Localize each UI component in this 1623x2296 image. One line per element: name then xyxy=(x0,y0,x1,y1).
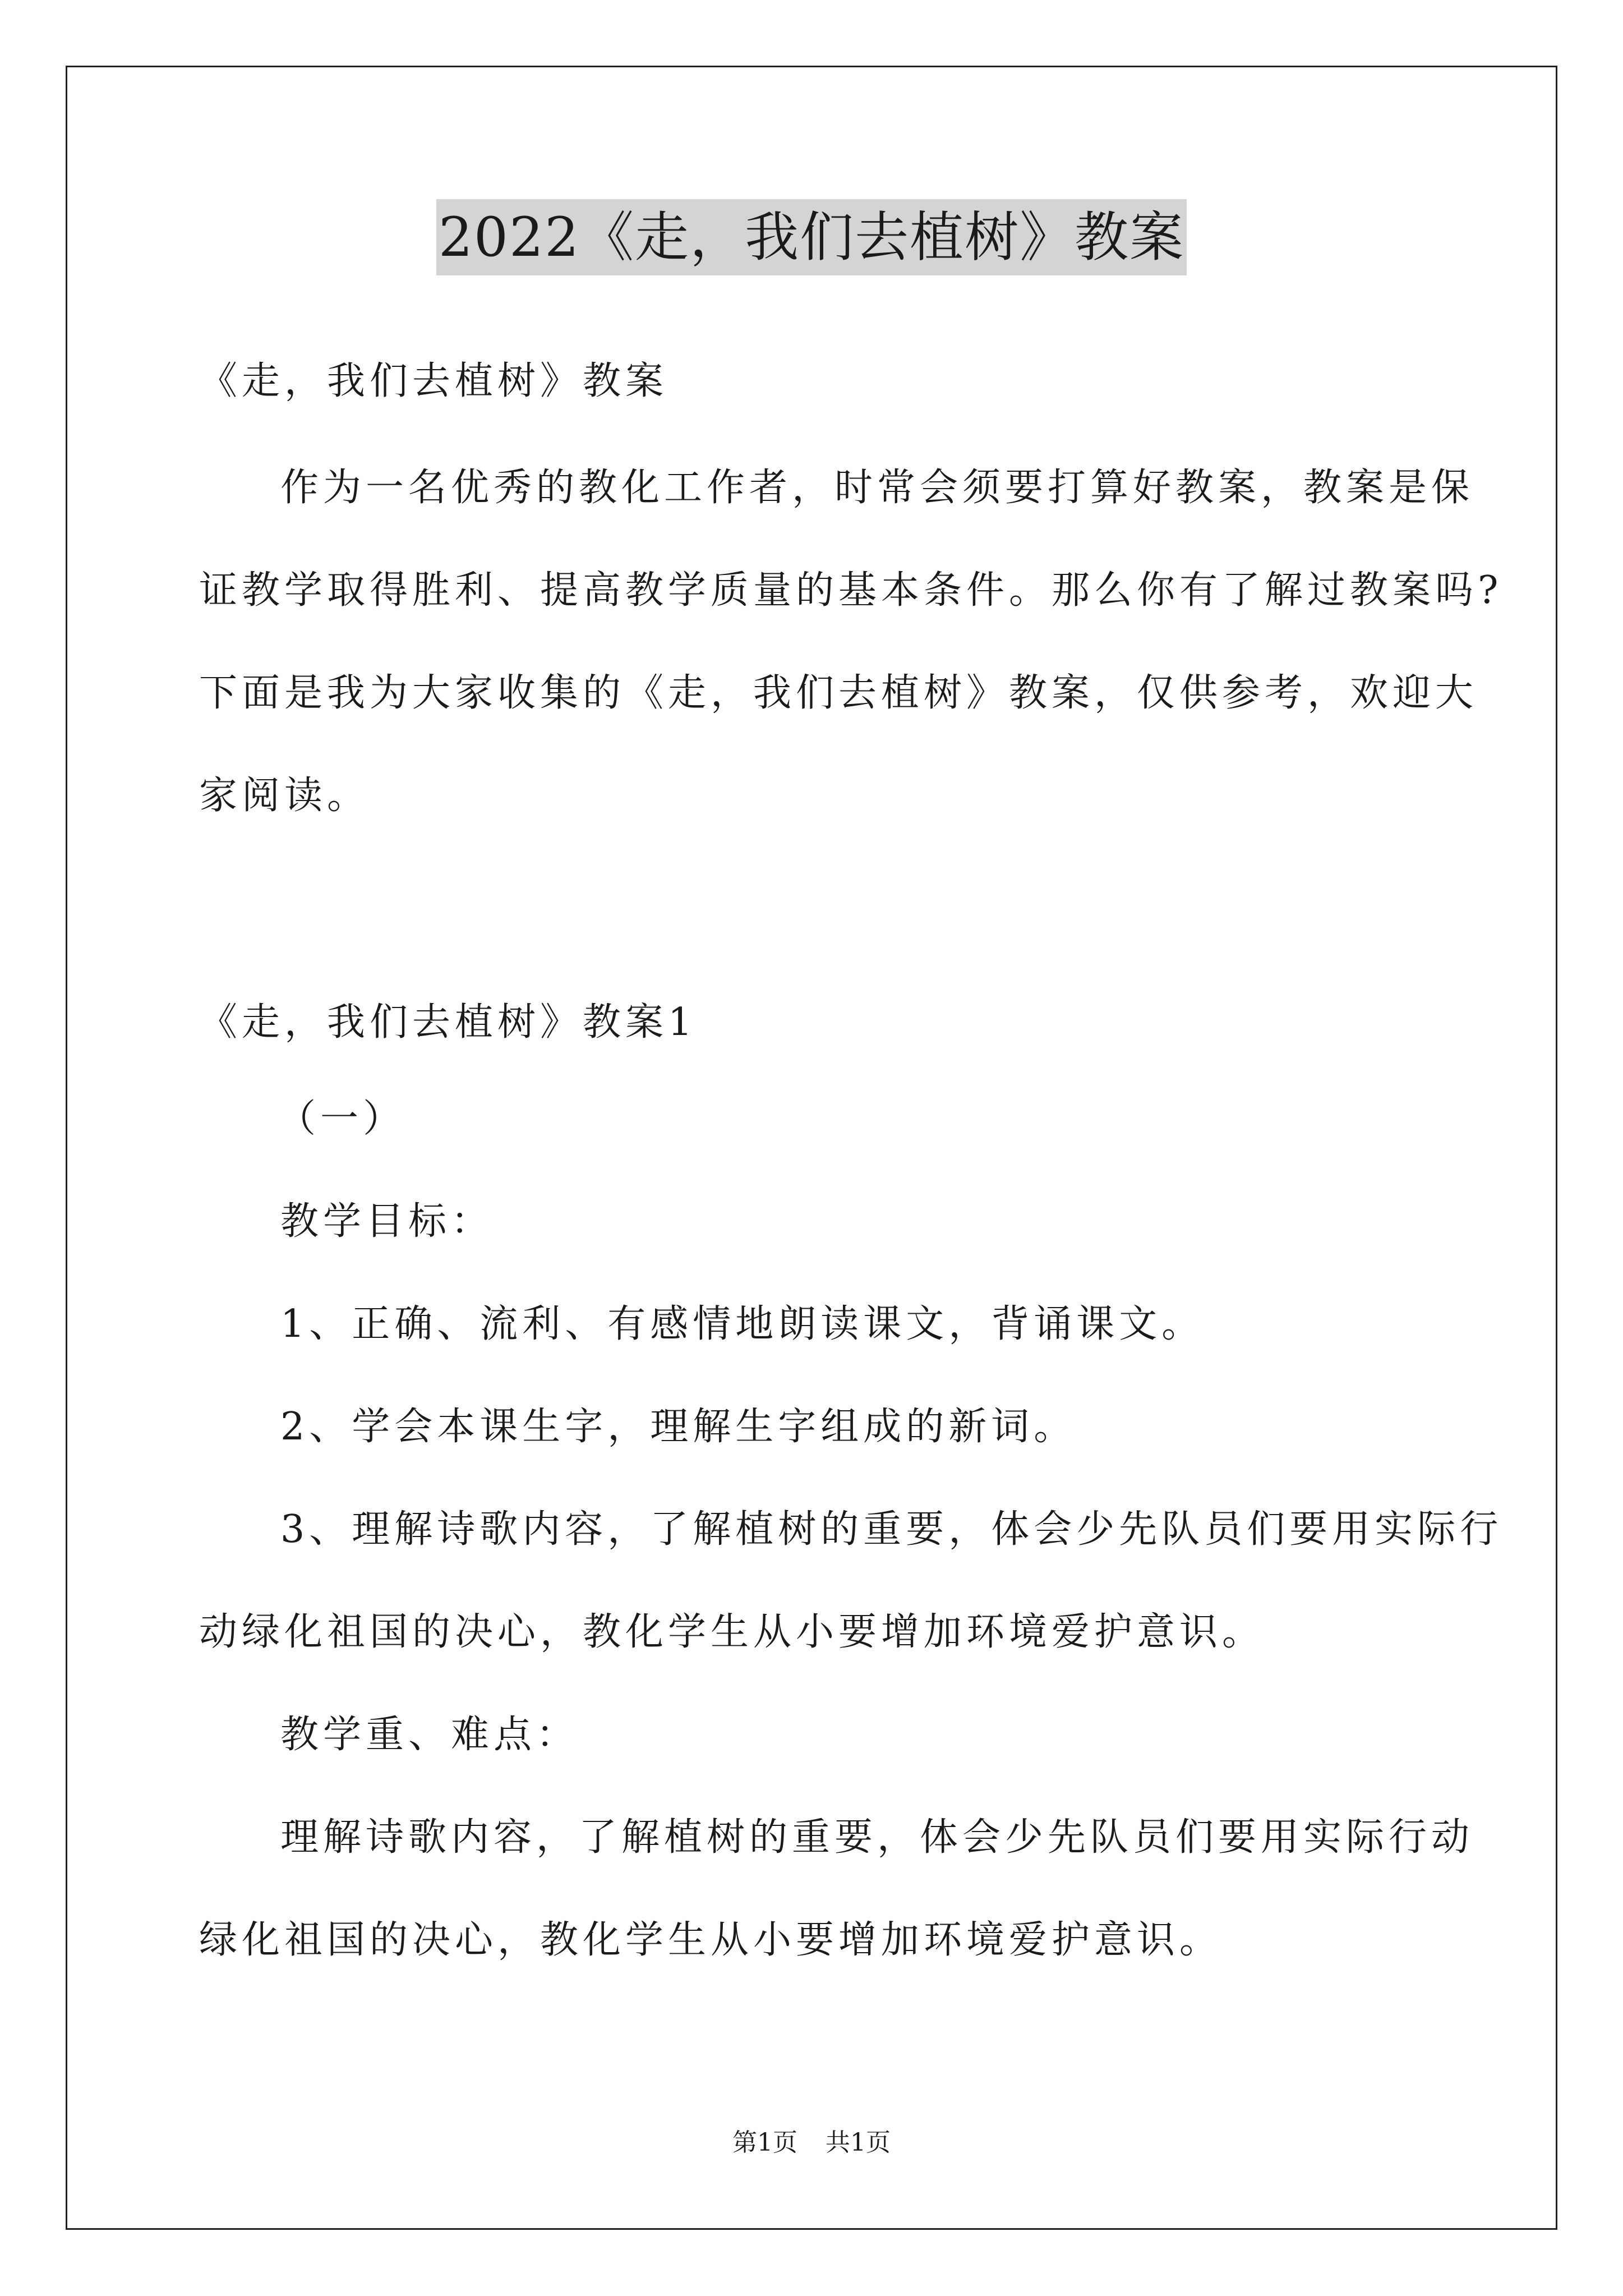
goals-heading: 教学目标： xyxy=(280,1199,494,1244)
document-subtitle: 《走，我们去植树》教案 xyxy=(199,359,668,403)
intro-line-3: 下面是我为大家收集的《走，我们去植树》教案，仅供参考，欢迎大 xyxy=(199,671,1478,715)
goal-3-line-2: 动绿化祖国的决心，教化学生从小要增加环境爱护意识。 xyxy=(199,1610,1265,1654)
goal-1: 1、正确、流利、有感情地朗读课文，背诵课文。 xyxy=(280,1302,1205,1346)
key-points-line-1: 理解诗歌内容，了解植树的重要，体会少先队员们要用实际行动 xyxy=(280,1815,1474,1860)
page-footer xyxy=(0,2126,1623,2160)
page-number: 第1页 xyxy=(732,2128,797,2157)
page-total: 共1页 xyxy=(826,2128,891,2157)
key-points-line-2: 绿化祖国的决心，教化学生从小要增加环境爱护意识。 xyxy=(199,1918,1223,1962)
intro-line-1: 作为一名优秀的教化工作者，时常会须要打算好教案，教案是保 xyxy=(280,466,1474,510)
intro-line-2: 证教学取得胜利、提高教学质量的基本条件。那么你有了解过教案吗? xyxy=(199,568,1503,613)
goal-2: 2、学会本课生字，理解生字组成的新词。 xyxy=(280,1405,1077,1449)
key-points-heading: 教学重、难点： xyxy=(280,1713,579,1757)
section-heading: 《走，我们去植树》教案1 xyxy=(199,1000,697,1045)
part-label: （一） xyxy=(278,1097,406,1141)
intro-line-4: 家阅读。 xyxy=(199,774,370,818)
title-container xyxy=(0,199,1623,275)
goal-3-line-1: 3、理解诗歌内容，了解植树的重要，体会少先队员们要用实际行 xyxy=(280,1507,1503,1552)
document-title: 2022《走，我们去植树》教案 xyxy=(436,199,1187,275)
